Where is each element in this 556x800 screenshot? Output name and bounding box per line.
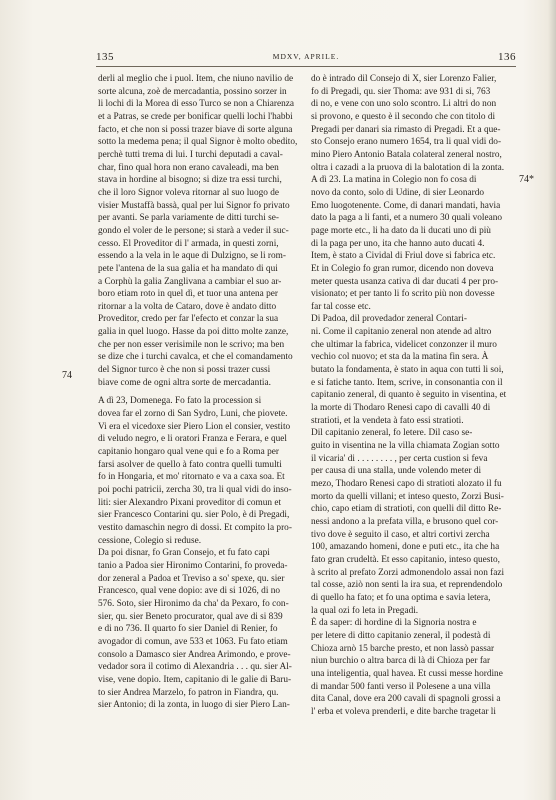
text-line: A dì 23. La matina in Colegio non fo cosa di — [311, 175, 477, 186]
text-line: A dì 23, Domenega. Fo fato la procession si — [98, 396, 262, 407]
text-line: guito in visentina ne la villa chiamata Zogian sotto — [311, 441, 500, 452]
text-line: fo di Pregadi, qu. sier Thoma: ave 931 di si, 763 — [311, 86, 491, 97]
text-line: per causa di una stalla, unde volendo meter di — [311, 466, 482, 477]
text-line: di quello ha fato; et fo una optima e savia letera, — [311, 592, 491, 603]
text-line: 576. Soto, sier Hironimo da cha' da Pexaro, fo con- — [98, 598, 289, 609]
text-line: fato gran crudeltà. Et esso capitanio, inteso questo, — [311, 554, 500, 565]
text-line: capitanio zeneral, di quanto è seguito in visentina, et — [311, 390, 507, 401]
text-line: li lochi di la Morea di esso Turco se non a Chiarenza — [98, 99, 294, 110]
text-line: Dil capitanio zeneral, fo letere. Dil caso se- — [311, 428, 473, 439]
text-line: dita Canal, dove era 200 cavali di spagnoli grossi a — [311, 694, 501, 705]
text-line: novo da conto, solo di Udine, di sier Leonardo — [311, 187, 484, 198]
text-line: pete l'antena de la sua galia et ha mandato di qui — [98, 263, 278, 274]
text-line: sier Antonio; di la zonta, in luogo di sier Piero Lan- — [98, 700, 290, 711]
text-line: vestito damaschin negro di dossi. Et compito la pro- — [98, 522, 292, 533]
text-line: Da poi disnar, fo Gran Consejo, et fu fato capi — [98, 548, 270, 559]
text-line: biave come de ogni altra sorte de mercadantia. — [98, 377, 271, 388]
text-line: il vicaria' di . . . . . . . . , per certa custion si feva — [311, 453, 488, 464]
text-line: sotto la medema pena; il qual Signor è molto obedito, — [98, 137, 298, 148]
text-line: cessione, Colegio si reduse. — [98, 535, 202, 546]
text-line: per avanti. Se parla variamente de ditti turchi se- — [98, 213, 279, 224]
text-line: essendo a la vela in le aque di Dulzigno, se li rom- — [98, 251, 286, 262]
text-line: to sier Andrea Marzelo, fo patron in Fiandra, qu. — [98, 687, 279, 698]
text-line: Et in Colegio fo gran rumor, dicendo non doveva — [311, 263, 494, 274]
text-line: di la paga per uno, ita che hanno auto ducati 4. — [311, 238, 485, 249]
text-line: far tal cosse etc. — [311, 301, 371, 312]
running-head — [96, 51, 516, 65]
text-line: Item, è stato a Cividal di Friul dove si fabrica etc. — [311, 251, 496, 262]
text-line: à scrito al prefato Zorzi admonendolo assai non fazi — [311, 567, 505, 578]
text-line: vedador sora il cotimo di Alexandria . . . qu. sier Al- — [98, 662, 292, 673]
margin-number-right: 74* — [519, 174, 534, 185]
text-line: nessi andono a la prefata villa, e brusono quel cor- — [311, 516, 499, 527]
margin-number-left: 74 — [62, 370, 72, 381]
text-line: che il loro Signor voleva ritornar al suo luogo de — [98, 187, 279, 198]
text-line: mino Piero Antonio Batala colateral zeneral nostro, — [311, 149, 502, 160]
text-line: fo in Hongaria, et mo' ritornato e va a caxa soa. Et — [98, 472, 285, 483]
text-line: Proveditor, credo per far l'efecto et conzar la sua — [98, 314, 279, 325]
right-text-column — [311, 73, 517, 718]
text-line: do è intrado dil Consejo di X, sier Lorenzo Falier, — [311, 74, 497, 84]
text-line: la qual ozi fo leta in Pregadi. — [311, 605, 419, 616]
text-line: sorte alcuna, zoè de mercadantia, possino sorzer in — [98, 86, 287, 97]
left-text-column — [98, 73, 299, 712]
text-line: niun burchio o altra barca di là di Chioza per far — [311, 656, 491, 667]
text-line: oltra i cazadi a la pruova di la balotation di la zonta. — [311, 162, 505, 173]
text-line: Vi era el vicedoxe sier Piero Lion el consier, vestito — [98, 421, 291, 432]
text-line: ritornar a la volta de Cataro, dove è andato ditto — [98, 301, 277, 312]
text-line: 100, amazando homeni, done e puti etc., ita che ha — [311, 542, 500, 553]
text-line: dor zeneral a Padoa et Treviso a so' spexe, qu. sier — [98, 573, 285, 584]
text-line: Francesco, qual vene dopio: ave di si 1026, di no — [98, 586, 281, 597]
text-line: e si fatiche tanto. Item, scrive, in consonantia con il — [311, 377, 503, 388]
text-line: chio, capo etiam di stratioti, con quelli dil ditto Re- — [311, 504, 502, 515]
text-line: sier Francesco Contarini qu. sier Polo, è di Pregadi, — [98, 510, 290, 521]
running-title: MDXV, APRILE. — [272, 52, 340, 61]
text-line: meter questa usanza cativa di dar ducati 4 per pro- — [311, 276, 499, 287]
text-line: capitanio hongaro qual vene qui e fo a Roma per — [98, 447, 279, 458]
text-line: per letere di ditto capitanio zeneral, il podestà di — [311, 630, 491, 641]
text-line: dato la paga a li fanti, et a numero 30 quali voleano — [311, 213, 503, 224]
text-line: et a Patras, se crede per bonificar quelli lochi l'habbi — [98, 111, 293, 122]
text-line: la morte di Thodaro Renesi capo di cavalli 40 di — [311, 403, 491, 414]
header-rule — [96, 66, 516, 67]
text-line: perchè tutti trema di lui. I turchi deputadi a caval- — [98, 149, 283, 160]
text-line: tal cosse, aziò non senti la ira sua, et reprendendolo — [311, 580, 503, 591]
text-line: vise, vene dopio. Item, capitanio di le galie di Baru- — [98, 674, 292, 685]
text-line: che per non esser verisimile non le scrivo; ma ben — [98, 339, 285, 350]
text-line: char, fino qual hora non erano cavaleadi, ma ben — [98, 162, 279, 173]
text-line: consolo a Damasco sier Andrea Arimondo, e prove- — [98, 649, 291, 660]
text-line: che ultimar la fabrica, videlicet conzonzer il muro — [311, 339, 497, 350]
page-number-right: 136 — [498, 51, 516, 63]
text-line: mezo, Thodaro Renesi capo di stratioti alozato il fu — [311, 479, 502, 489]
page-number-left: 135 — [96, 51, 114, 63]
page-edge-shadow — [548, 0, 556, 800]
text-line: stratioti, et la vendeta à fato essi stratioti. — [311, 415, 464, 426]
text-line: visier Mustaffà bassà, qual per lui Signor fo privato — [98, 200, 290, 211]
text-line: del Signor turco è che non si possi trazer cussi — [98, 365, 271, 376]
text-line: Chioza arnò 15 barche presto, et non lassò passar — [311, 643, 495, 654]
text-line: poi pochi patricii, zercha 30, tra li qual vidi do inso- — [98, 485, 292, 495]
text-line: stava in hordine al bisogno; si dize tra essi turchi, — [98, 175, 282, 186]
text-line: Pregadi per danari sia rimasto di Pregadi. Et a que- — [311, 124, 501, 135]
text-line: page morte etc., li ha dato da li ducati uno di più — [311, 225, 491, 236]
text-line: se dize che i turchi cavalca, et che el comandamento — [98, 352, 293, 363]
text-line: di no, e vene con uno solo scontro. Li altri do non — [311, 99, 497, 110]
text-line: tivo dove è seguito il caso, et altri cortivi zercha — [311, 529, 490, 540]
text-line: e di no 736. Il quarto fo sier Daniel di Renier, fo — [98, 624, 278, 635]
text-line: tanio a Padoa sier Hironimo Contarini, fo proveda- — [98, 560, 288, 571]
text-line: liti: sier Alexandro Pixani proveditor di comun et — [98, 497, 282, 508]
text-line: morto da quelli villani; et inteso questo, Zorzi Busi- — [311, 491, 504, 502]
text-line: facto, et che non si possi trazer biave di sorte alguna — [98, 124, 293, 135]
text-line: farsi asolver de quello à fato contra quelli tumulti — [98, 459, 282, 470]
text-line: avogador di comun, ave 533 et 1063. Fu fato etiam — [98, 636, 288, 647]
text-line: visionato; et per tanto li fo scrito più non dovesse — [311, 289, 495, 300]
text-line: si provono, e questo è il secondo che con titolo di — [311, 111, 496, 122]
text-line: vechio col nuovo; et sta da la matina fin sera. À — [311, 352, 489, 363]
text-line: dovea far el zorno di San Sydro, Luni, che piovete. — [98, 409, 288, 420]
text-line: di mandar 500 fanti verso il Polesene a una villa — [311, 681, 491, 692]
text-line: sier, qu. sier Beneto procurator, qual ave di si 839 — [98, 611, 283, 622]
text-line: l' erba et voleva prenderli, e dite barche tragetar li — [311, 706, 496, 717]
text-line: butato la fondamenta, è stato in aqua con tutti li soi, — [311, 365, 504, 376]
text-line: galia in quel luogo. Hasse da poi ditto molte zanze, — [98, 327, 289, 338]
text-line: derli al meglio che i puol. Item, che niuno navilio de — [98, 74, 294, 84]
text-line: gondo el voler de le persone; si starà a veder il suc- — [98, 225, 289, 236]
text-line: Di Padoa, dil provedador zeneral Contari- — [311, 314, 467, 325]
text-line: boro etiam roto in quel dì, et tuor una antena per — [98, 289, 278, 300]
text-line: di veludo negro, e li oratori Franza e Ferara, e quel — [98, 434, 287, 445]
text-line: cesso. El Proveditor di l' armada, in questi zorni, — [98, 238, 279, 249]
text-line: sto Consejo erano numero 1654, tra li qual vidi do- — [311, 137, 502, 148]
text-line: a Corphù la galia Zanglivana a cambiar el suo ar- — [98, 276, 282, 287]
text-line: È da saper: di hordine di la Signoria nostra e — [311, 618, 477, 629]
text-line: una inteligentia, qual havea. Et cussi messe hordine — [311, 668, 503, 679]
text-line: ni. Come il capitanio zeneral non atende ad altro — [311, 327, 492, 338]
text-line: Emo luogotenente. Come, di danari mandati, havia — [311, 200, 501, 211]
